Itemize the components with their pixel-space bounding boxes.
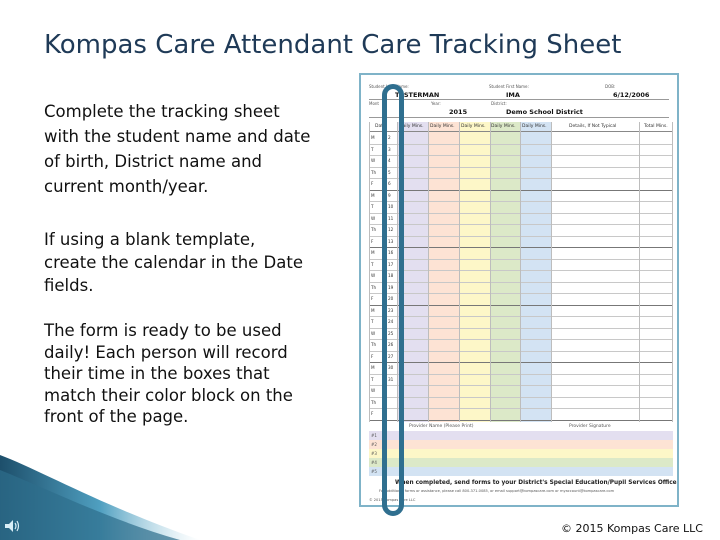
header-line [369,99,669,100]
header-line [369,117,669,118]
sheet-footer-copyright: © 2015 Kompas Care LLC [369,498,416,502]
day-number: 27 [388,353,394,359]
day-label: W [371,273,376,278]
day-label: M [371,192,375,198]
highlight-oval [382,84,404,516]
district-label: District: [491,101,507,106]
grid-line [428,122,429,422]
column-header: Daily Mins. [461,124,486,129]
provider-signature-label: Provider Signature [569,424,611,429]
grid-line [672,122,673,422]
grid-line [369,167,673,168]
day-number: 17 [388,261,394,267]
day-number: 3 [388,146,391,152]
column-header: Details, If Not Typical [569,124,617,129]
day-label: W [371,215,376,221]
provider-row: #5 [369,467,673,476]
dob-value: 6/12/2006 [613,91,650,99]
column-header: Daily Mins. [430,124,455,129]
instruction-paragraph-1: Complete the tracking sheet with the student name and date of birth, District name and current month/year. [44,102,311,196]
day-number: 24 [388,319,394,324]
day-number: 5 [388,169,391,175]
speaker-icon[interactable] [2,516,22,536]
day-label: Th [371,342,377,347]
day-label: T [371,261,374,267]
day-number: 16 [388,250,394,255]
day-number: 25 [388,330,394,336]
slide-title: Kompas Care Attendant Care Tracking Sheet [44,30,622,60]
grid-line [459,122,460,422]
district-value: Demo School District [506,108,583,116]
grid-line [369,351,673,352]
grid-line [369,155,673,156]
day-number: 4 [388,158,391,163]
grid-line [369,362,673,363]
instruction-paragraph-2: If using a blank template, create the calendar in the Date fields. [44,230,303,295]
day-label: F [371,181,374,186]
tracking-grid [369,122,673,490]
day-number: 13 [388,238,394,244]
day-label: T [371,376,374,382]
day-label: Th [371,284,377,290]
day-number: 12 [388,227,394,232]
instruction-paragraph-3: The form is ready to be used daily! Each person will record their time in the boxes that match their color block on the front of the page. [44,321,293,426]
day-label: W [371,388,376,393]
grid-line [369,420,673,421]
day-number: 6 [388,181,391,186]
column-header: Total Mins. [644,124,668,129]
day-label: F [371,353,374,359]
student-last-name-label: Student Last Name: [369,84,409,89]
sheet-footer-sub: For additional forms or assistance, please call 800-371-0085, or email support@kompascare.com or myaccount@kompascare.com [379,489,615,493]
day-label: M [371,307,375,313]
grid-line [369,328,673,329]
grid-line [490,122,491,422]
grid-line [369,259,673,260]
day-label: W [371,158,376,163]
grid-line [369,201,673,202]
day-number: 20 [388,296,394,301]
sheet-footer-main: When completed, send forms to your District's Special Education/Pupil Services Office [395,480,677,486]
grid-line [369,293,673,294]
dob-label: DOB: [605,84,616,89]
day-label: Th [371,169,377,175]
copyright-text: © 2015 Kompas Care LLC [561,522,703,535]
provider-row: #2 [369,440,673,449]
grid-line [369,374,673,375]
month-label: Mont [369,101,380,106]
grid-line [369,178,673,179]
grid-line [551,122,552,422]
grid-line [520,122,521,422]
day-number: 23 [388,307,394,313]
day-number: 11 [388,215,394,221]
day-label: Th [371,399,377,405]
day-label: F [371,238,374,244]
year-value: 2015 [449,108,468,116]
day-number: 10 [388,204,394,209]
grid-line [639,122,640,422]
day-number: 9 [388,192,391,198]
grid-line [369,339,673,340]
grid-line [369,190,673,191]
grid-line [369,247,673,248]
day-number: 26 [388,342,394,347]
grid-line [369,122,370,422]
tracking-sheet-image [359,73,679,507]
decorative-wave [0,450,200,540]
day-label: T [371,146,374,152]
column-header: Daily Mins. [491,124,516,129]
student-first-name-value: IMA [506,91,520,99]
day-label: F [371,411,374,416]
student-last-name-value: TESTERMAN [395,91,440,99]
grid-line [369,408,673,409]
grid-line [369,282,673,283]
column-header: Daily Mins. [399,124,424,129]
day-label: M [371,250,375,255]
provider-row: #4 [369,458,673,467]
day-label: W [371,330,376,336]
day-label: Th [371,227,377,232]
grid-line [369,224,673,225]
provider-row: #1 [369,431,673,440]
grid-line [369,305,673,306]
grid-line [369,131,673,132]
grid-line [369,397,673,398]
column-header: Daily Mins. [522,124,547,129]
provider-name-label: Provider Name (Please Print) [409,424,474,429]
day-label: M [371,365,375,370]
day-label: T [371,319,374,324]
day-number: 31 [388,376,394,382]
day-number: 18 [388,273,394,278]
grid-line [369,385,673,386]
student-first-name-label: Student First Name: [489,84,529,89]
day-label: T [371,204,374,209]
day-number: 30 [388,365,394,370]
provider-row: #3 [369,449,673,458]
day-label: M [371,135,375,140]
grid-line [369,213,673,214]
grid-line [369,316,673,317]
day-label: F [371,296,374,301]
year-label: Year: [431,101,441,106]
day-number: 19 [388,284,394,290]
grid-line [369,144,673,145]
grid-line [369,270,673,271]
column-header: Date [375,124,386,129]
day-number: 2 [388,135,391,140]
grid-line [369,236,673,237]
